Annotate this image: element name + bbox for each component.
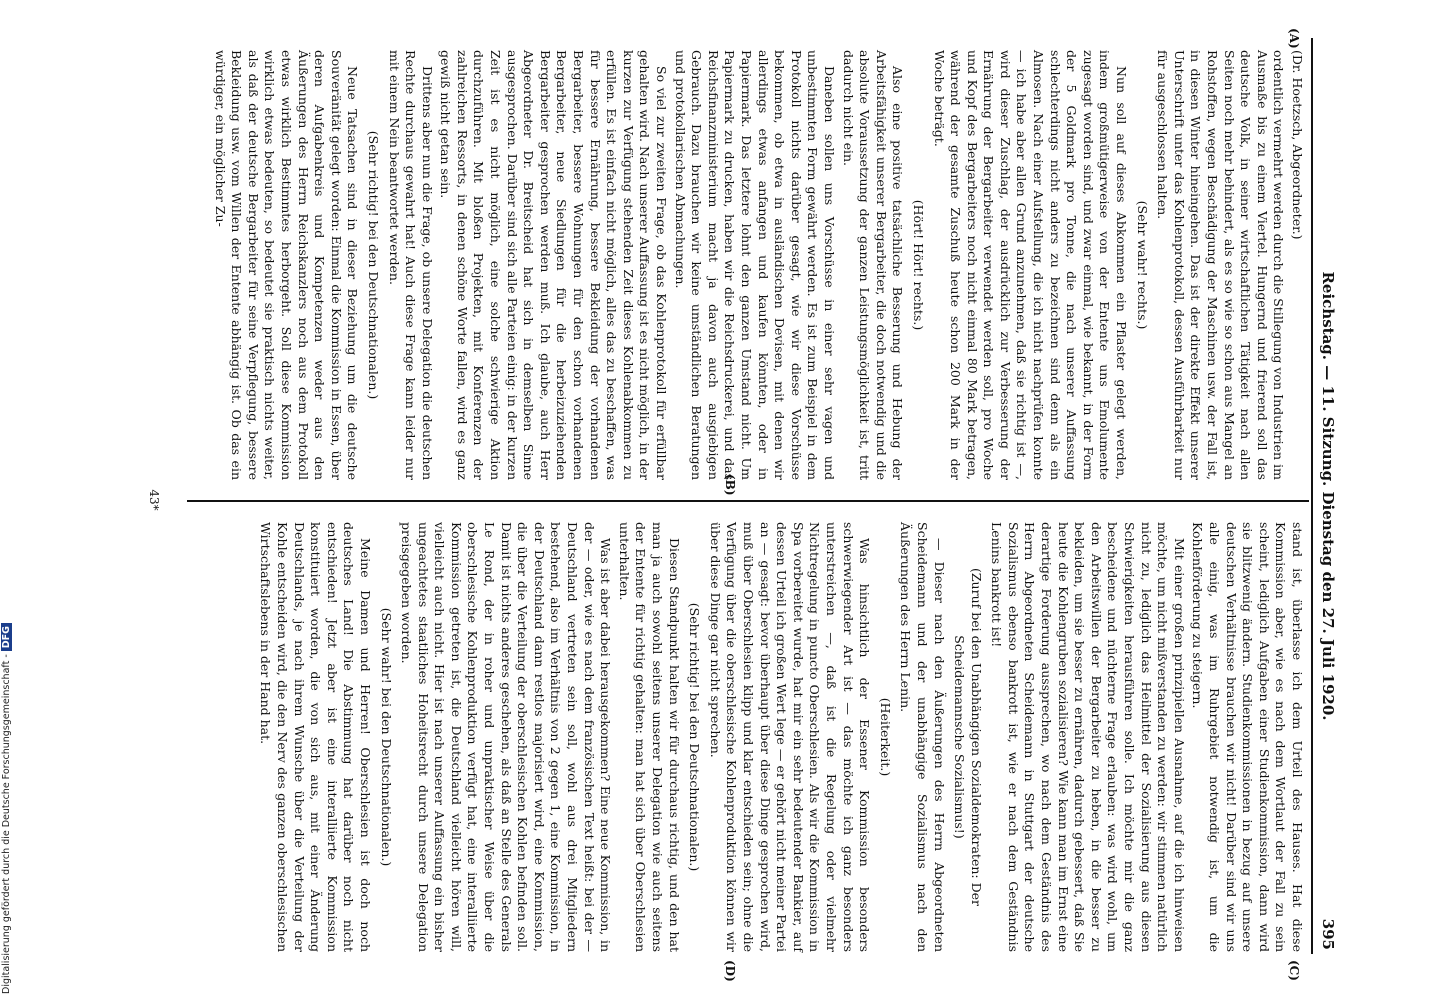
margin-letter-c: (C) [1287,960,1301,981]
right-column-paragraph: Diesen Standpunkt halten wir für durchaus richtig, und den hat man ja auch sowohl seitens unserer Delegation wie auch seitens der Entente für richtig gehalten: man hat sich über Oberschlesien unterhalten. [616,522,682,952]
left-column-paragraph: (Dr. Hoetzsch, Abgeordneter.) [1290,50,1305,240]
left-column-paragraph: ordentlich vermehrt werden durch die Stillegung von Industrien im Ausmaße bis zu einem Viertel. Hungernd und frierend soll das deutsche Volk, in seiner wirtschaftlichen Tätigkeit nach allen Seiten noch mehr behindert, als es so wie so schon aus Mangel an Rohstoffen, wegen Beschädigung der Maschinen usw. der Fall ist, in diesen Winter hineingehen. Das ist der direkte Effekt unserer Unterschrift unter das Kohlenprotokoll, dessen Ausführbarkeit nur für ausgeschlossen halten. [1155,50,1287,480]
column-divider [187,500,1309,502]
running-header [1311,42,1337,950]
margin-letter-a: (A) [1287,28,1301,49]
left-column-paragraph: Neue Tatsachen sind in dieser Beziehung um die deutsche Souveränität gelegt worden: Einmal die Kommission in Essen, über deren Aufgabenkreis und Kompetenzen weder aus den Äußerungen des Herrn Reichskanzlers noch aus dem Protokoll etwas wirklich Bestimmtes herborgeht. Soll diese Kommission wirklich etwas bedeuten, so bedeutet sie praktisch nichts weiter, als daß der deutsche Bergarbeiter für seine Verpflegung, bessere Bekleidung usw. vom Willen der Entente abhängig ist. Ob das ein würdiger, ein möglicher Zu- [212,50,361,480]
left-column-paragraph: (Hört! Hört! rechts.) [910,199,926,331]
margin-letter-d: (D) [723,960,737,982]
right-column-paragraph: — Dieser nach den Äußerungen des Herrn Abgeordneten Scheidemann und der unabhängige Sozialismus nach den Äußerungen des Herrn Lenin. [898,522,947,952]
header-title: Reichstag. — 11. Sitzung. Dienstag den 27. Juli 1920. [1319,271,1337,721]
left-column-paragraph: Daneben sollen uns Vorschüsse in einer sehr vagen und unbestimmten Form gewährt werden. Es ist zum Beispiel in dem Protokoll nichts darüber gesagt, wie wir diese Vorschüsse bekommen, ob etwa in ausländischen Devisen, mit denen wir allerdings etwas anfangen und kaufen könnten, oder in Papiermark. Das letztere lohnt den ganzen Umstand nicht. Um Papiermark zu drucken, haben wir die Reichsdruckerei, und das Reichsfinanzministerium macht ja davon auch ausgiebigen Gebrauch. Dazu brauchen wir keine umständlichen Beratungen und protokollarischen Abmachungen. [672,50,837,480]
left-column-paragraph: Nun soll auf dieses Abkommen ein Pflaster gelegt werden, indem großmütigerweise von der Entente uns Emolumente zugesagt worden sind, und zwar einmal, wie bekannt, in der Form der 5 Goldmark pro Tonne, die nach unserer Auffassung schlechterdings nicht anders zu bezeichnen sind denn als ein Almosen. Nach einer Aufstellung, die ich nicht nachprüfen konnte — ich habe aber allen Grund anzunehmen, daß sie richtig ist —, wird dieser Zuschlag, der ausdrücklich zur Verbesserung der Ernährung der Bergarbeiter verwendet werden soll, pro Woche und Kopf des Bergarbeiters noch nicht einmal 80 Mark betragen, während der gesamte Zuschuß heute schon 200 Mark in der Woche beträgt. [931,50,1130,480]
header-rule [1311,38,1313,954]
right-column-paragraph: Meine Damen und Herren! Oberschlesien ist doch noch deutsches Land! Die Abstimmung hat darüber noch nicht entschieden! Jetzt aber ist eine interalliierte Kommission konstituiert worden, die von sich aus, mit einer Änderung Deutschlands, je nach ihrem Wunsche über die Verteilung der Kohle entscheiden wird, die den Nerv des ganzen oberschlesischen Wirtschaftslebens in der Hand hat. [258,522,373,952]
scanned-page [67,20,1367,980]
right-column-paragraph: (Zuruf bei den Unabhängigen Sozialdemokraten: Der Scheidemannsche Sozialismus!) [952,567,984,906]
left-column-paragraph: Also eine positive tatsächliche Besserung und Hebung der Arbeitsfähigkeit unserer Bergarbeiter, die doch notwendig und die absolute Voraussetzung der ganzen Leistungsmöglichkeit ist, tritt dadurch nicht ein. [840,50,906,480]
right-column-paragraph: (Heiterkeit.) [877,697,893,777]
page-number: 395 [1319,918,1337,950]
right-column-paragraph: (Sehr richtig! bei den Deutschnationalen.) [687,602,703,872]
right-column-paragraph: (Sehr wahr! bei den Deutschnationalen.) [378,607,394,867]
left-column [209,50,1305,480]
signature-mark: 43* [147,489,161,511]
margin-letter-b: (B) [723,474,737,496]
left-column-paragraph: So viel zur zweiten Frage, ob das Kohlenprotokoll für erfüllbar gehalten wird. Nach unserer Auffassung ist es nicht möglich, in der kurzen zur Verfügung stehenden Zeit dieses Kohlenabkommen zu erfüllen. Es ist einfach nicht möglich, alles das zu beschaffen, was für bessere Ernährung, bessere Bekleidung der vorhandenen Bergarbeiter, bessere Wohnungen für den schon vorhandenen Bergarbeiter, neue Siedlungen für die herbeizuziehenden Bergarbeiter gesprochen werden muß. Ich glaube, auch Herr Abgeordneter Dr. Breitscheid hat sich in demselben Sinne ausgesprochen. Darüber sind sich alle Parteien einig: in der kurzen Zeit ist es nicht möglich, eine solche schwierige Aktion durchzuführen. Mit bloßen Projekten, mit Konferenzen der zahlreichen Ressorts, in denen schöne Worte fallen, wird es ganz gewiß nicht getan sein. [438,50,670,480]
credit-text: Digitalisierung gefördert durch die Deutsche Forschungsgemeinschaft - [1,654,12,994]
left-column-paragraph: (Sehr wahr! rechts.) [1134,200,1150,330]
right-column [255,522,1305,952]
right-column-paragraph: stand ist, überlasse ich dem Urteil des Hauses. Hat diese Kommission aber, wie es nach dem Wortlaut der Fall zu sein scheint, lediglich Aufgaben einer Studienkommission, dann wird sie blitzwenig ändern. Studienkommissionen in bezug auf unsere deutschen Verhältnisse brauchen wir nicht! Darüber sind wir uns alle einig, was im Ruhrgebiet notwendig ist, um die Kohlenförderung zu steigern. [1190,522,1305,952]
right-column-paragraph: Was hinsichtlich der Essener Kommission besonders schwerwiegender Art ist — das möchte ich ganz besonders unterstreichen —, daß ist die Regelung oder vielmehr Nichtregelung in puncto Oberschlesien. Als wir die Kommission in Spa vorbereitet wurde, hat mir ein sehr bedeutender Bankier, auf dessen Urteil ich großen Wert lege — er gehört nicht meiner Partei an — gesagt: bevor überhaupt über diese Dinge gesprochen wird, muß über Oberschlesien klipp und klar entschieden sein; ohne die Verfügung über die oberschlesische Kohlenproduktion können wir über diese Dinge gar nicht sprechen. [707,522,873,952]
dfg-logo: DFG [1,623,12,651]
digitization-credit [1,623,12,994]
right-column-paragraph: Was ist aber dabei herausgekommen? Eine neue Kommission, in der — oder, wie es nach dem französischen Text heißt: bei der — Deutschland vertreten sein soll, wohl aus drei Mitgliedern bestehend, also im Verhältnis von 2 gegen 1, eine Kommission, in der Deutschland dann restlos majorisiert wird, eine Kommission, die über die Verteilung der oberschlesischen Kohlen befinden soll. Damit ist nichts anderes geschehen, als daß an Stelle des Generals Le Rond, der in roher und unpraktischer Weise über die oberschlesische Kohlenproduktion verfügt hat, eine interalliierte Kommission getreten ist, die Deutschland vielleicht hören will, vielleicht auch nicht. Hier ist nach unserer Auffassung ein bisher ungeachtetes staatliches Hoheitsrecht durch unsere Delegation preisgegeben worden. [399,522,614,952]
left-column-paragraph: (Sehr richtig! bei den Deutschnationalen.) [365,130,381,400]
left-column-paragraph: Drittens aber nun die Frage, ob unsere Delegation die deutschen Rechte durchaus gewahrt hat! Auch diese Frage kann leider nur mit einem Nein beantwortet werden. [386,50,435,480]
right-column-paragraph: Mit einer großen prinzipiellen Ausnahme, auf die ich hinweisen möchte, um nicht mißverstanden zu werden: wir stimmen natürlich nicht zu, lediglich das Heilmittel der Sozialisierung aus diesen Schwierigkeiten herausführen solle. Ich möchte mir die ganz bescheidene und nüchterne Frage erlauben: was wird wohl, um den Arbeitswillen der Bergarbeiter zu heben, in die besser zu bekleiden, um sie besser zu ernähren, dadurch gebessert, daß Sie heute die Kohlengruben sozialisieren? Wie kann man im Ernst eine derartige Forderung aussprechen, wo nach dem Geständnis des Herrn Abgeordneten Scheidemann in Stuttgart der deutsche Sozialismus ebenso bankrott ist, wie er nach dem Geständnis Lenins bankrott ist! [989,522,1187,952]
